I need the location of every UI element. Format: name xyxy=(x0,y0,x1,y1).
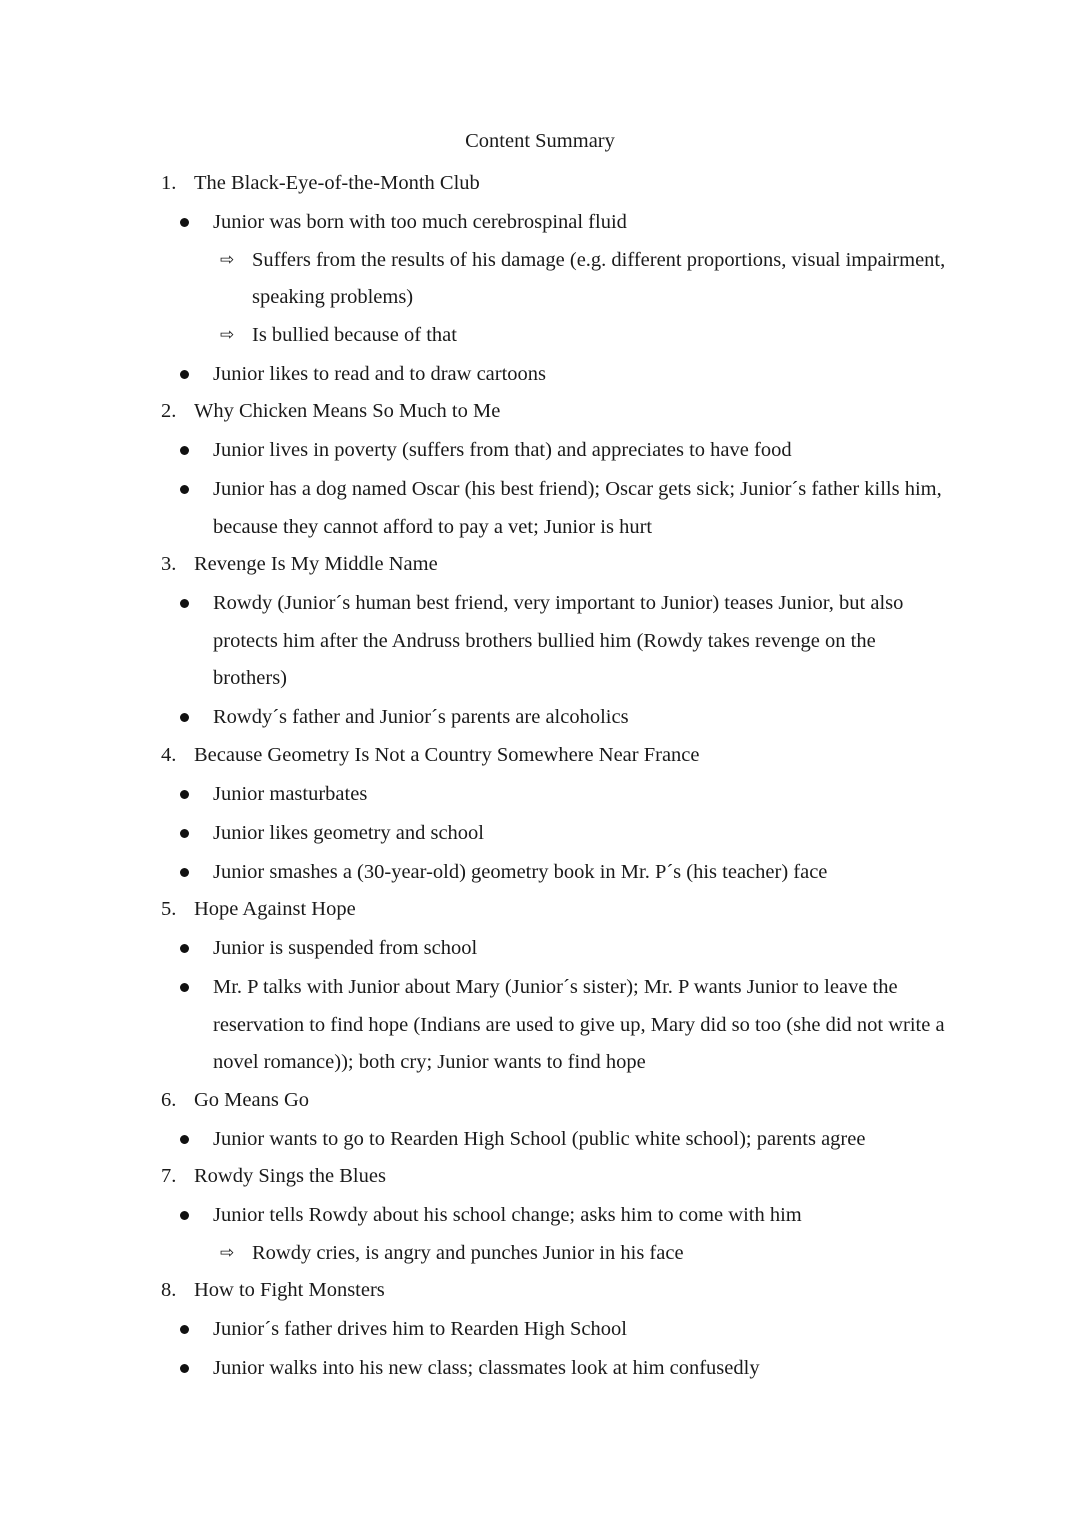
bullet-point xyxy=(0,432,953,470)
bullet-text: Mr. P talks with Junior about Mary (Junior´s sister); Mr. P wants Junior to leave the reservation to find hope (Indians are used to give up, Mary did so too (she did not write a novel romance)); both cry; Junior wants to find hope xyxy=(213,976,945,1073)
bullet-point xyxy=(0,356,953,394)
bullet-text: Junior smashes a (30-year-old) geometry book in Mr. P´s (his teacher) face xyxy=(213,860,828,883)
bullet-text: Junior lives in poverty (suffers from that) and appreciates to have food xyxy=(213,439,792,461)
bullet-point xyxy=(0,471,953,546)
chapter-title: How to Fight Monsters xyxy=(194,1279,385,1301)
bullet-dot-icon xyxy=(180,829,189,838)
bullet-point xyxy=(0,204,953,242)
bullet-dot-icon xyxy=(180,1364,189,1373)
chapter-list xyxy=(0,165,1080,1388)
bullet-point xyxy=(0,930,953,968)
document-title: Content Summary xyxy=(465,130,615,152)
chapter-heading xyxy=(0,165,954,203)
bullet-dot-icon xyxy=(180,1135,189,1144)
bullet-text: Junior is suspended from school xyxy=(213,937,478,959)
bullet-dot-icon xyxy=(180,446,189,455)
bullet-point xyxy=(0,1350,953,1388)
chapter-title: Rowdy Sings the Blues xyxy=(194,1165,386,1187)
bullet-dot-icon xyxy=(180,370,189,379)
bullet-point xyxy=(0,969,953,1082)
bullet-dot-icon xyxy=(180,983,189,992)
chapter-number: 7. xyxy=(161,1165,177,1187)
chapter-title: Because Geometry Is Not a Country Somewhere Near France xyxy=(194,743,700,766)
chapter-number: 4. xyxy=(161,743,177,766)
bullet-text: Junior likes geometry and school xyxy=(213,821,485,844)
chapter-heading xyxy=(0,546,954,584)
bullet-text: Junior masturbates xyxy=(213,782,368,805)
chapter-number: 8. xyxy=(161,1279,177,1301)
chapter-title: Revenge Is My Middle Name xyxy=(194,553,438,575)
chapter-number: 2. xyxy=(161,400,177,422)
bullet-point xyxy=(0,776,953,814)
sub-point-text: Rowdy cries, is angry and punches Junior in his face xyxy=(252,1241,684,1264)
chapter-title: Why Chicken Means So Much to Me xyxy=(194,400,501,422)
chapter-number: 6. xyxy=(161,1088,177,1111)
right-arrow-icon: ⇨ xyxy=(220,1242,235,1263)
chapter-title: Go Means Go xyxy=(194,1088,310,1111)
bullet-text: Junior walks into his new class; classmates look at him confusedly xyxy=(213,1357,760,1379)
bullet-point xyxy=(0,1121,953,1159)
bullet-text: Junior´s father drives him to Rearden High School xyxy=(213,1318,627,1340)
bullet-dot-icon xyxy=(180,944,189,953)
bullet-text: Rowdy (Junior´s human best friend, very important to Junior) teases Junior, but also protects him after the Andruss brothers bullied him (Rowdy takes revenge on the brothers) xyxy=(213,592,904,689)
bullet-dot-icon xyxy=(180,599,189,608)
sub-point xyxy=(0,242,952,317)
chapter-title: Hope Against Hope xyxy=(194,898,356,920)
chapter-number: 3. xyxy=(161,553,177,575)
bullet-dot-icon xyxy=(180,1211,189,1220)
right-arrow-icon: ⇨ xyxy=(220,249,235,270)
chapter-number: 1. xyxy=(161,172,177,194)
chapter-heading xyxy=(0,737,954,775)
bullet-point xyxy=(0,854,953,892)
sub-point-text: Suffers from the results of his damage (e.g. different proportions, visual impairment, speaking problems) xyxy=(252,248,946,308)
chapter-title: The Black-Eye-of-the-Month Club xyxy=(194,172,480,194)
chapter-heading xyxy=(0,393,954,431)
bullet-text: Junior tells Rowdy about his school change; asks him to come with him xyxy=(213,1204,802,1226)
right-arrow-icon: ⇨ xyxy=(220,324,235,345)
bullet-text: Junior likes to read and to draw cartoons xyxy=(213,362,547,385)
bullet-point xyxy=(0,699,953,737)
bullet-dot-icon xyxy=(180,868,189,877)
sub-point xyxy=(0,317,952,355)
bullet-point xyxy=(0,1311,953,1349)
sub-point-text: Is bullied because of that xyxy=(252,323,457,346)
sub-point xyxy=(0,1235,952,1273)
bullet-point xyxy=(0,815,953,853)
chapter-number: 5. xyxy=(161,898,177,920)
bullet-text: Junior wants to go to Rearden High School (public white school); parents agree xyxy=(213,1127,866,1150)
bullet-dot-icon xyxy=(180,713,189,722)
bullet-dot-icon xyxy=(180,485,189,494)
bullet-text: Junior was born with too much cerebrospinal fluid xyxy=(213,211,627,233)
chapter-heading xyxy=(0,1272,954,1310)
chapter-heading xyxy=(0,891,954,929)
bullet-text: Rowdy´s father and Junior´s parents are alcoholics xyxy=(213,706,629,728)
bullet-dot-icon xyxy=(180,218,189,227)
chapter-heading xyxy=(0,1082,954,1120)
bullet-dot-icon xyxy=(180,790,189,799)
bullet-text: Junior has a dog named Oscar (his best friend); Oscar gets sick; Junior´s father kills him, because they cannot afford to pay a vet; Junior is hurt xyxy=(213,478,942,538)
bullet-point xyxy=(0,585,953,698)
chapter-heading xyxy=(0,1158,954,1196)
bullet-point xyxy=(0,1197,953,1235)
bullet-dot-icon xyxy=(180,1325,189,1334)
